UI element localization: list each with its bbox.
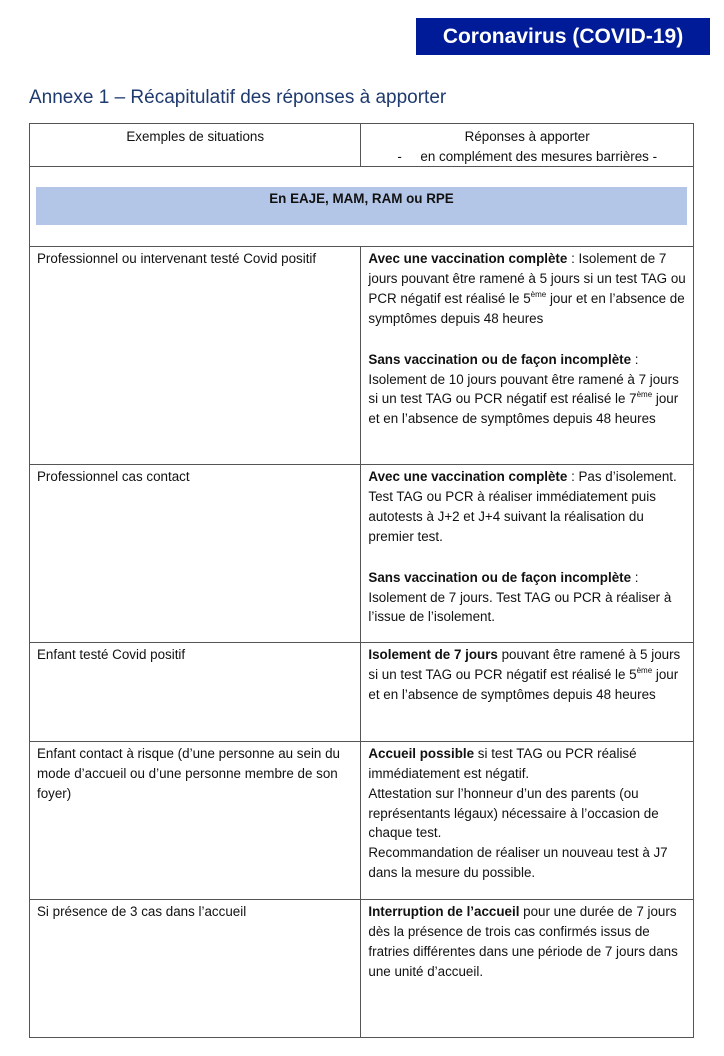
- section-row: [30, 167, 694, 247]
- page-title: Annexe 1 – Récapitulatif des réponses à apporter: [29, 87, 447, 108]
- table-row: [30, 900, 694, 1038]
- response-text: : Isolement de 10 jours pouvant être ramené à 7 jours si un test TAG ou PCR négatif est réalisé le 7: [368, 351, 679, 407]
- response-bold: Sans vaccination ou de façon incomplète: [368, 351, 632, 367]
- banner-text: Coronavirus (COVID-19): [442, 24, 684, 48]
- response-line: Attestation sur l’honneur d’un des parents (ou représentants légaux) nécessaire à l’occasion de chaque test.: [368, 785, 659, 841]
- response-cell: [361, 643, 694, 742]
- situation-text: Professionnel cas contact: [37, 469, 190, 485]
- table-row: [30, 465, 694, 643]
- response-paragraph: [368, 247, 686, 330]
- response-cell: [361, 247, 694, 465]
- response-bold: Avec une vaccination complète: [368, 469, 568, 485]
- situation-text: Enfant contact à risque (d’une personne au sein du mode d’accueil ou d’une personne membre de son foyer): [37, 746, 340, 801]
- response-line: [368, 744, 686, 783]
- section-bar: [36, 187, 687, 225]
- response-paragraph: [368, 900, 686, 983]
- response-bold: Interruption de l’accueil: [368, 904, 520, 920]
- section-cell: [30, 167, 694, 247]
- situation-cell: [30, 465, 361, 643]
- recap-table: [29, 123, 694, 1038]
- table-header-row: [30, 124, 694, 167]
- situation-cell: [30, 643, 361, 742]
- header-responses-note: - en complément des mesures barrières -: [397, 148, 658, 164]
- header-responses: [361, 124, 694, 167]
- header-situations-label: Exemples de situations: [126, 129, 265, 144]
- table-row: [30, 742, 694, 900]
- superscript: ème: [530, 289, 547, 299]
- situation-text: Enfant testé Covid positif: [37, 647, 186, 663]
- situation-cell: [30, 247, 361, 465]
- situation-text: Professionnel ou intervenant testé Covid positif: [37, 251, 317, 267]
- superscript: ème: [636, 390, 653, 400]
- response-text: pouvant être ramené à 5 jours si un test TAG ou PCR négatif est réalisé le 5: [368, 647, 681, 683]
- response-text: : Isolement de 7 jours pouvant être ramené à 5 jours si un test TAG ou PCR négatif est réalisé le 5: [368, 251, 686, 306]
- header-responses-label: Réponses à apporter: [464, 129, 590, 144]
- response-cell: [361, 742, 694, 900]
- response-line: Recommandation de réaliser un nouveau test à J7 dans la mesure du possible.: [368, 844, 668, 880]
- covid-banner: [416, 18, 710, 55]
- situation-cell: [30, 742, 361, 900]
- response-bold: Isolement de 7 jours: [368, 647, 498, 663]
- header-situations: [30, 124, 361, 167]
- response-paragraph: [368, 643, 686, 706]
- response-paragraph: [368, 742, 686, 884]
- response-text: si test TAG ou PCR réalisé immédiatement est négatif.: [368, 746, 637, 782]
- response-cell: [361, 465, 694, 643]
- response-text: : Isolement de 7 jours. Test TAG ou PCR à réaliser à l’issue de l’isolement.: [368, 569, 672, 625]
- response-text: jour et en l’absence de symptômes depuis 48 heures: [368, 290, 685, 326]
- response-paragraph: [368, 465, 686, 548]
- table-row: [30, 643, 694, 742]
- response-text: : Pas d’isolement. Test TAG ou PCR à réaliser immédiatement puis autotests à J+2 et J+4 suivant la réalisation du premier test.: [368, 469, 677, 544]
- response-cell: [361, 900, 694, 1038]
- response-bold: Avec une vaccination complète: [368, 251, 568, 267]
- response-bold: Sans vaccination ou de façon incomplète: [368, 569, 632, 585]
- table-row: [30, 247, 694, 465]
- response-bold: Accueil possible: [368, 746, 475, 762]
- response-text: pour une durée de 7 jours dès la présence de trois cas confirmés issus de fratries différentes dans une période de 7 jours dans une unité d’accueil.: [368, 904, 678, 979]
- response-paragraph: [368, 350, 686, 429]
- situation-cell: [30, 900, 361, 1038]
- response-text: jour et en l’absence de symptômes depuis 48 heures: [368, 391, 679, 427]
- section-label: En EAJE, MAM, RAM ou RPE: [269, 191, 454, 207]
- response-text: jour et en l’absence de symptômes depuis 48 heures: [368, 667, 679, 702]
- situation-text: Si présence de 3 cas dans l’accueil: [37, 904, 247, 920]
- superscript: ème: [636, 666, 653, 676]
- response-paragraph: [368, 568, 686, 627]
